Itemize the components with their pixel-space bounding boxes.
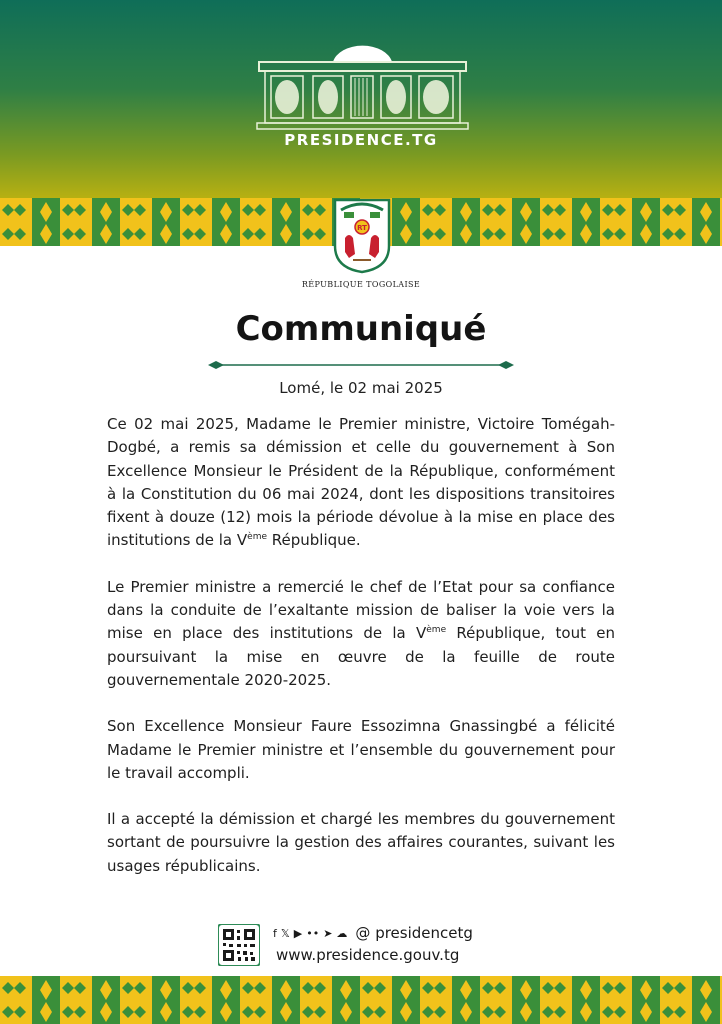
soundcloud-icon[interactable]: ☁: [336, 926, 348, 940]
qr-code-icon: [218, 924, 260, 966]
paragraph-3: Son Excellence Monsieur Faure Essozimna Gnassingbé a félicité Madame le Premier ministre et l’ensemble du gouvernement pour le travail accompli.: [107, 717, 615, 782]
social-icons: [273, 928, 347, 939]
youtube-icon[interactable]: ▶: [293, 926, 303, 940]
togo-coat-of-arms-icon: [331, 196, 393, 274]
communique-body: [107, 413, 615, 901]
title-divider: [208, 358, 514, 372]
emblem-text: RT: [357, 224, 367, 232]
social-media-row: [273, 922, 473, 944]
facebook-icon[interactable]: f: [273, 926, 277, 940]
paragraph-1: Ce 02 mai 2025, Madame le Premier ministre, Victoire Tomégah-Dogbé, a remis sa démission et celle du gouvernement à Son Excellence Monsieur le Président de la République, conformément à la Constitution du 06 mai 2024, dont les dispositions transitoires fixent à douze (12) mois la période dévolue à la mise en place des institutions de la Vème République.: [107, 415, 615, 550]
x-icon[interactable]: 𝕏: [280, 926, 290, 940]
header-banner: [0, 0, 722, 198]
paragraph-4: Il a accepté la démission et chargé les membres du gouvernement sortant de poursuivre la gestion des affaires courantes, suivant les usages républicains.: [107, 810, 615, 875]
presidential-palace-icon: [255, 40, 470, 132]
national-emblem: [331, 196, 393, 274]
website-link[interactable]: www.presidence.gouv.tg: [276, 946, 460, 964]
social-handle[interactable]: @ presidencetg: [355, 924, 473, 942]
site-title: PRESIDENCE.TG: [284, 131, 438, 149]
flickr-icon[interactable]: ••: [306, 926, 320, 940]
republic-label: RÉPUBLIQUE TOGOLAISE: [301, 280, 421, 289]
decorative-pattern-band-bottom: [0, 976, 722, 1024]
date-line: Lomé, le 02 mai 2025: [279, 379, 443, 397]
paragraph-2: Le Premier ministre a remercié le chef de l’Etat pour sa confiance dans la conduite de l’exaltante mission de baliser la voie vers la mise en place des institutions de la Vème République, tout en poursuivant la mise en œuvre de la feuille de route gouvernementale 2020-2025.: [107, 577, 616, 689]
page-title: Communiqué: [235, 309, 487, 349]
telegram-icon[interactable]: ➤: [323, 926, 333, 940]
